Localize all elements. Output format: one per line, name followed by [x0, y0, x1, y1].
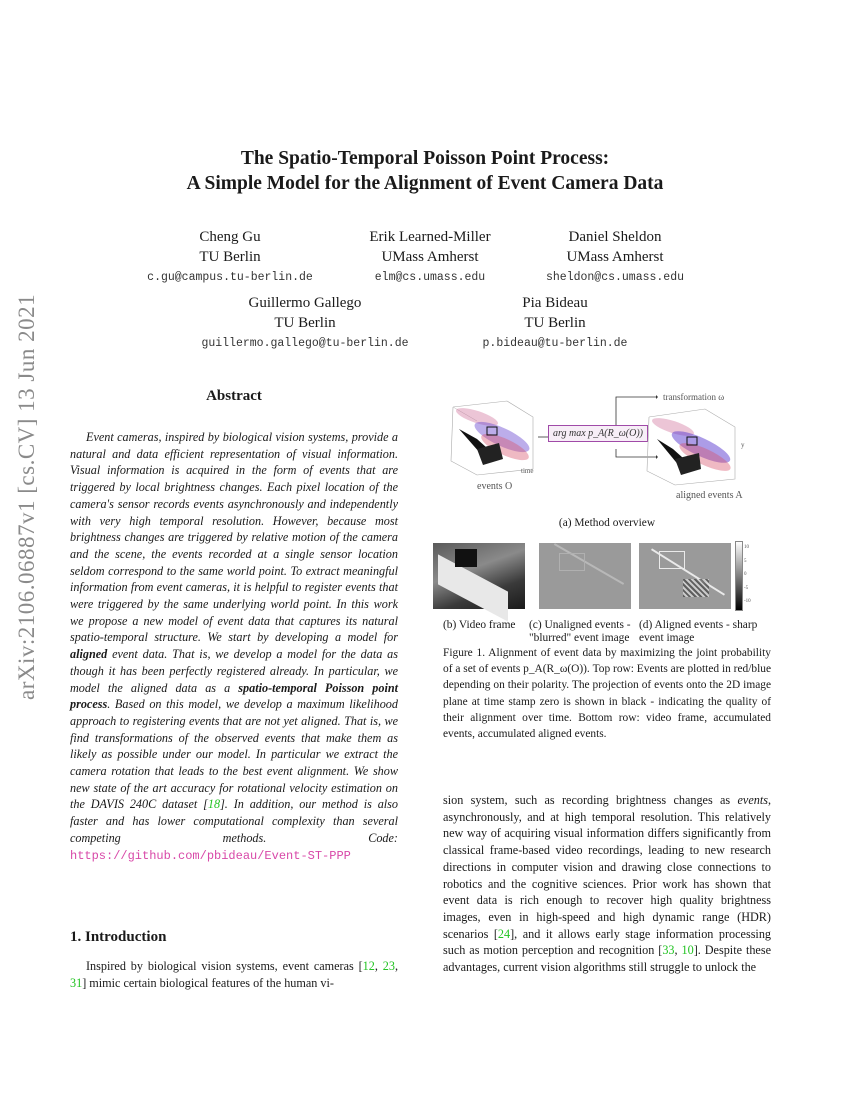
abstract-text: . Based on this model, we develop a maximum likelihood approach to registering events that are not yet aligned. That is, we find transformations of the observed events that make them as likely as possible under our model. In particular we extract the camera rotation that leads to the best event alignment. We show new state of the art accuracy for rotational velocity estimation on the DAVIS 240C dataset [: [70, 697, 398, 812]
introduction-right-column: [443, 792, 771, 976]
abstract-bold-stppp: spatio-temporal Poisson point process: [70, 680, 399, 712]
unaligned-events-image: [539, 543, 631, 609]
arxiv-stamp: arXiv:2106.06887v1 [cs.CV] 13 Jun 2021: [14, 293, 39, 700]
video-frame-image: [433, 543, 525, 609]
aligned-events-label: aligned events A: [676, 490, 743, 501]
intro-paragraph: Inspired by biological vision systems, event cameras [12, 23, 31] mimic certain biological features of the human vi-: [70, 959, 398, 990]
citation-link[interactable]: 24: [497, 926, 511, 941]
author-affiliation: TU Berlin: [524, 315, 586, 331]
aligned-events-3d-plot: [643, 407, 738, 487]
subcaption-c: (c) Unaligned events - "blurred" event image: [529, 619, 631, 644]
paper-title: [0, 146, 850, 196]
author-email[interactable]: elm@cs.umass.edu: [374, 271, 486, 284]
code-url-link[interactable]: https://github.com/pbideau/Event-ST-PPP: [70, 848, 351, 863]
author-name: Cheng Gu: [199, 229, 261, 245]
transformation-label: transformation ω: [663, 392, 725, 402]
citation-link[interactable]: 31: [70, 975, 83, 990]
author-block: [450, 293, 660, 355]
author-name: Erik Learned-Miller: [369, 229, 491, 245]
author-name: Daniel Sheldon: [568, 229, 662, 245]
citation-link[interactable]: 23: [382, 959, 395, 973]
intro-text: ] mimic certain biological features of the human vi-: [82, 975, 334, 990]
colorbar-tick: 5: [744, 558, 747, 564]
abstract-heading: Abstract: [206, 388, 262, 404]
colorbar-tick: -10: [744, 599, 751, 604]
author-name: Pia Bideau: [522, 295, 588, 311]
colorbar-tick: 0: [744, 572, 747, 577]
subcaption-d: (d) Aligned events - sharp event image: [639, 619, 758, 644]
author-name: Guillermo Gallego: [248, 295, 362, 311]
figure-1-caption: Figure 1. Alignment of event data by maximizing the joint probability of a set of events p_A(R_ω(O)). Top row: Events are plotted in red/blue depending on their polarity. The projection of events onto the 2D image plane at time stamp zero is shown in black - indicating the quality of their alignment over time. Bottom row: video frame, accumulated events, accumulated aligned events.: [443, 647, 771, 741]
aligned-events-image: [639, 543, 731, 609]
author-block: [190, 293, 420, 355]
intro-text: ]. Despite these advantages, current vision algorithms still struggle to unlock the: [443, 943, 771, 975]
intro-paragraph: sion system, such as recording brightness changes as events, asynchronously, and at high temporal resolution. This relatively new way of acquiring visual information differs significantly from classical frame-based video recordings, leading to new research directions in computer vision and drawing close connections to robotics and the cognitive sciences. Prior work has shown that event data is rich enough to recover high quality brightness images, even in high-speed and high dynamic range (HDR) scenarios [24], and it allows early stage information processing such as motion perception and recognition [33, 10]. Despite these advantages, current vision algorithms still struggle to unlock the: [443, 793, 772, 975]
section-heading-introduction: 1. Introduction: [70, 929, 167, 945]
events-3d-plot: [447, 399, 535, 477]
colorbar-ticks: [744, 541, 751, 609]
intro-text: ], and it allows early stage information processing such as motion perception and recognition [: [443, 926, 772, 958]
introduction-left-column: [70, 958, 398, 991]
abstract-text: ]. In addition, our method is also faster and has lower computational complexity than several competing methods. Code:: [70, 797, 399, 845]
author-email[interactable]: p.bideau@tu-berlin.de: [482, 337, 628, 350]
abstract-text: event data. That is, we develop a model for the data as though it has been perfectly registered already. In particular, we model the aligned data as a: [70, 647, 398, 695]
figure-1: [443, 385, 771, 645]
abstract-text: Event cameras, inspired by biological vision systems, provide a natural and data efficient representation of visual information. Visual information is acquired in the form of events that are triggered by local brightness changes. Each pixel location of the camera's sensor records events asynchronously and independently with very high temporal resolution. However, because most brightness changes are triggered by relative motion of the camera and the scene, the events recorded at a single sensor location seldom correspond to the same world point. To extract meaningful information from event cameras, it is helpful to register events that were triggered by the same underlying world point. In this work we propose a new model of event data that captures its natural spatio-temporal structure. We start by developing a model for: [70, 430, 398, 645]
author-affiliation: TU Berlin: [274, 315, 336, 331]
title-line-2: A Simple Model for the Alignment of Event Camera Data: [186, 173, 664, 194]
author-block: [510, 227, 720, 289]
intro-text: , asynchronously, and at high temporal resolution. This relatively new way of acquiring visual information differs significantly from classical frame-based video recordings, leading to new research directions in computer vision and drawing close connections to robotics and the cognitive sciences. Prior work has shown that event data is rich enough to recover high quality brightness images, even in high-speed and high dynamic range (HDR) scenarios [: [443, 793, 771, 941]
author-email[interactable]: sheldon@cs.umass.edu: [545, 271, 685, 284]
abstract-body: [70, 429, 398, 864]
author-affiliation: UMass Amherst: [381, 249, 479, 265]
citation-link[interactable]: 18: [207, 797, 221, 812]
intro-text: Inspired by biological vision systems, event cameras [: [86, 959, 363, 973]
author-block: [330, 227, 530, 289]
abstract-bold-aligned: aligned: [70, 647, 108, 662]
argmax-box: arg max p_A(R_ω(O)): [548, 425, 648, 442]
citation-link[interactable]: 10: [681, 943, 694, 958]
time-axis-label: time: [521, 467, 534, 475]
citation-link[interactable]: 33: [662, 943, 675, 958]
author-affiliation: TU Berlin: [199, 249, 261, 265]
y-axis-label: y: [741, 441, 745, 449]
intro-emphasis: events: [737, 793, 768, 807]
author-block: [130, 227, 330, 289]
author-email[interactable]: guillermo.gallego@tu-berlin.de: [201, 337, 409, 350]
title-line-1: The Spatio-Temporal Poisson Point Process:: [240, 148, 610, 169]
colorbar-tick: 10: [744, 545, 749, 550]
author-email[interactable]: c.gu@campus.tu-berlin.de: [147, 271, 313, 284]
abstract-paragraph: [70, 429, 398, 864]
citation-link[interactable]: 12: [362, 959, 375, 973]
subcaption-a: (a) Method overview: [558, 517, 656, 529]
subcaption-b: (b) Video frame: [443, 619, 516, 631]
intro-text: sion system, such as recording brightness changes as: [443, 793, 738, 807]
colorbar-tick: -5: [744, 585, 749, 591]
events-label: events O: [477, 481, 513, 492]
author-affiliation: UMass Amherst: [566, 249, 664, 265]
colorbar: [735, 541, 743, 611]
